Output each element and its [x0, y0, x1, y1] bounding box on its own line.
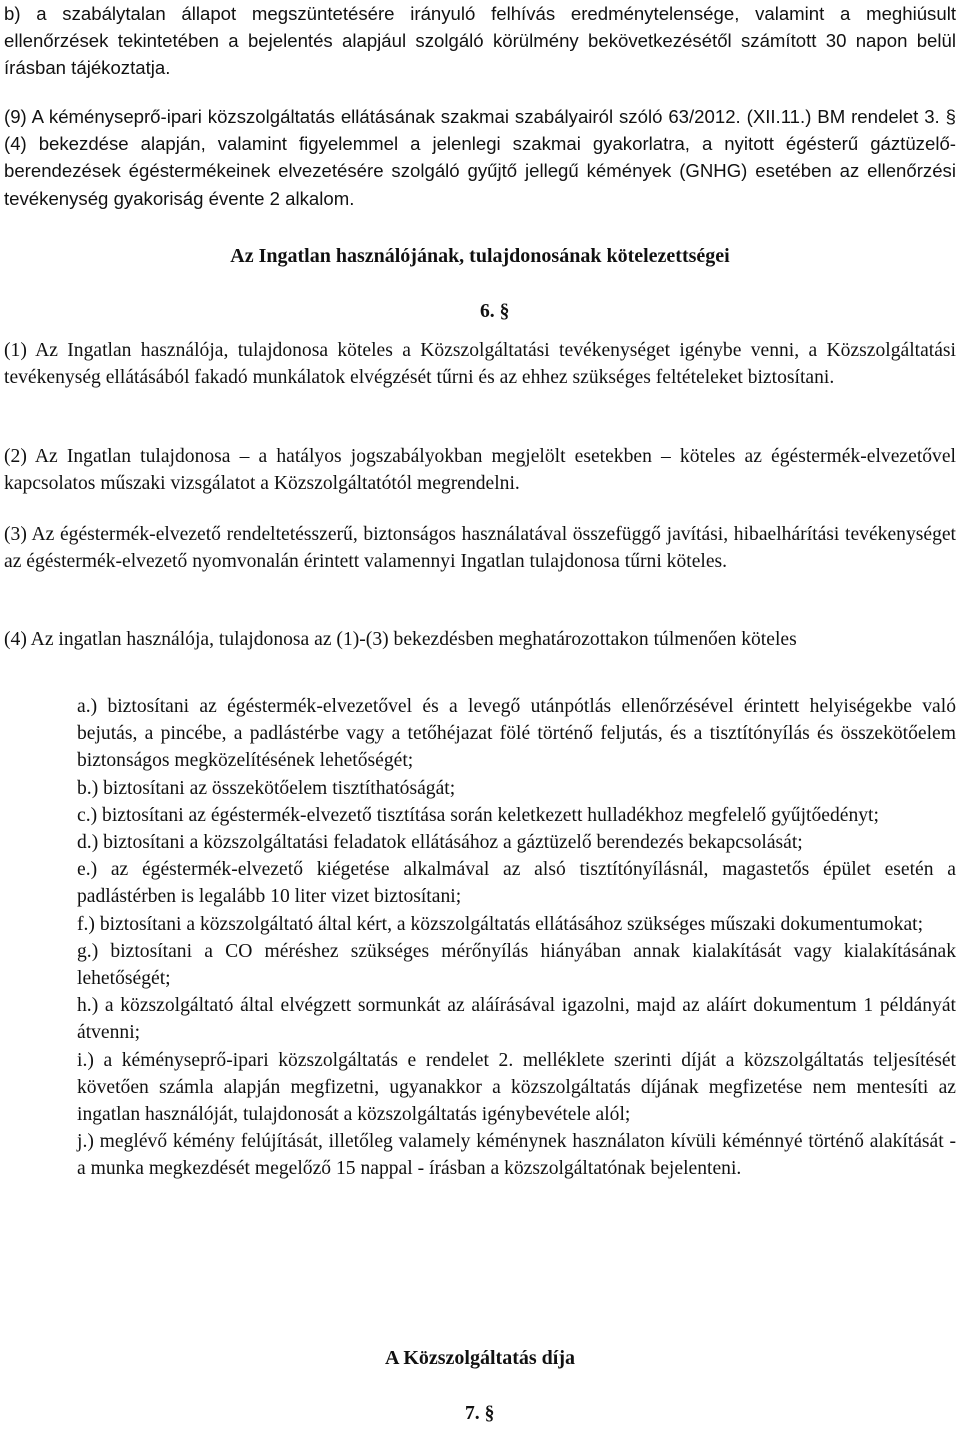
section-6-number: 6. § [480, 301, 510, 322]
list-item: h.) a közszolgáltató által elvégzett sormunkát az aláírásával igazolni, majd az aláírt dokumentum 1 példányát átvenni; [77, 995, 956, 1044]
list-item: g.) biztosítani a CO méréshez szükséges mérőnyílás hiányában annak kialakítását vagy kialakításának lehetőségét; [77, 940, 956, 990]
list-item: a.) biztosítani az égéstermék-elvezetővel és a levegő utánpótlás ellenőrzésével érintett helyiségekbe való bejutás, a pincébe, a padlástérbe vagy a tetőhéjazat fölé történő feljutás, és a tisztítónyílás és összekötőelem biztonságos megközelítésének lehetőségét; [77, 696, 956, 772]
list-item: j.) meglévő kémény felújítását, illetőleg valamely kéménynek használaton kívüli kéménnyé történő alakítását - a munka megkezdését megelőző 15 nappal - írásban a közszolgáltatónak bejelenteni. [77, 1131, 956, 1180]
section-7-title: A Közszolgáltatás díja [385, 1347, 575, 1369]
section-6-title: Az Ingatlan használójának, tulajdonosának kötelezettségei [230, 245, 730, 267]
paragraph-6-4: (4) Az ingatlan használója, tulajdonosa az (1)-(3) bekezdésben meghatározottakon túlmenően köteles [4, 629, 797, 650]
list-item: c.) biztosítani az égéstermék-elvezető tisztítása során keletkezett hulladékhoz megfelelő gyűjtőedényt; [77, 804, 879, 826]
section-7-number: 7. § [465, 1403, 495, 1424]
list-item: e.) az égéstermék-elvezető kiégetése alkalmával az alsó tisztítónyílásnál, magastetős épület esetén a padlástérben is legalább 10 liter vizet biztosítani; [77, 859, 956, 908]
paragraph-9: (9) A kéményseprő-ipari közszolgáltatás ellátásának szakmai szabályairól szóló 63/2012. (XII.11.) BM rendelet 3. § (4) bekezdése alapján, valamint figyelemmel a jelenlegi szakmai gyakorlatra, a nyitott égésterű gáztüzelő-berendezések égéstermékeinek elvezetésére szolgáló gyűjtő jellegű kémények (GNHG) esetében az ellenőrzési tevékenység gyakoriság évente 2 alkalom. [4, 106, 956, 209]
paragraph-6-2: (2) Az Ingatlan tulajdonosa – a hatályos jogszabályokban megjelölt esetekben – köteles az égéstermék-elvezetővel kapcsolatos műszaki vizsgálatot a Közszolgáltatótól megrendelni. [4, 446, 956, 495]
list-item: b.) biztosítani az összekötőelem tisztíthatóságát; [77, 777, 456, 799]
paragraph-6-3: (3) Az égéstermék-elvezető rendeltetésszerű, biztonságos használatával összefüggő javítási, hibaelhárítási tevékenységet az égéstermék-elvezető nyomvonalán érintett valamennyi Ingatlan tulajdonosa tűrni köteles. [4, 524, 956, 573]
paragraph-6-1: (1) Az Ingatlan használója, tulajdonosa köteles a Közszolgáltatási tevékenységet igénybe venni, a Közszolgáltatási tevékenység ellátásából fakadó munkálatok elvégzését tűrni és az ehhez szükséges feltételeket biztosítani. [4, 340, 956, 389]
list-item: i.) a kéményseprő-ipari közszolgáltatás e rendelet 2. melléklete szerinti díját a közszolgáltatás teljesítését követően számla alapján megfizetni, ugyanakkor a közszolgáltatás díjának megfizetése nem mentesíti az ingatlan használóját, tulajdonosát a közszolgáltatás igénybevétele alól; [77, 1049, 956, 1126]
paragraph-b: b) a szabálytalan állapot megszüntetésére irányuló felhívás eredménytelensége, valamint a meghiúsult ellenőrzések tekintetében a bejelentés alapjául szolgáló körülmény bekövetkezésétől számított 30 napon belül írásban tájékoztatja. [4, 3, 956, 79]
obligation-list [77, 693, 956, 1183]
list-item: d.) biztosítani a közszolgáltatási feladatok ellátásához a gáztüzelő berendezés bekapcsolását; [77, 832, 803, 854]
list-item: f.) biztosítani a közszolgáltató által kért, a közszolgáltatás ellátásához szükséges műszaki dokumentumokat; [77, 913, 924, 935]
